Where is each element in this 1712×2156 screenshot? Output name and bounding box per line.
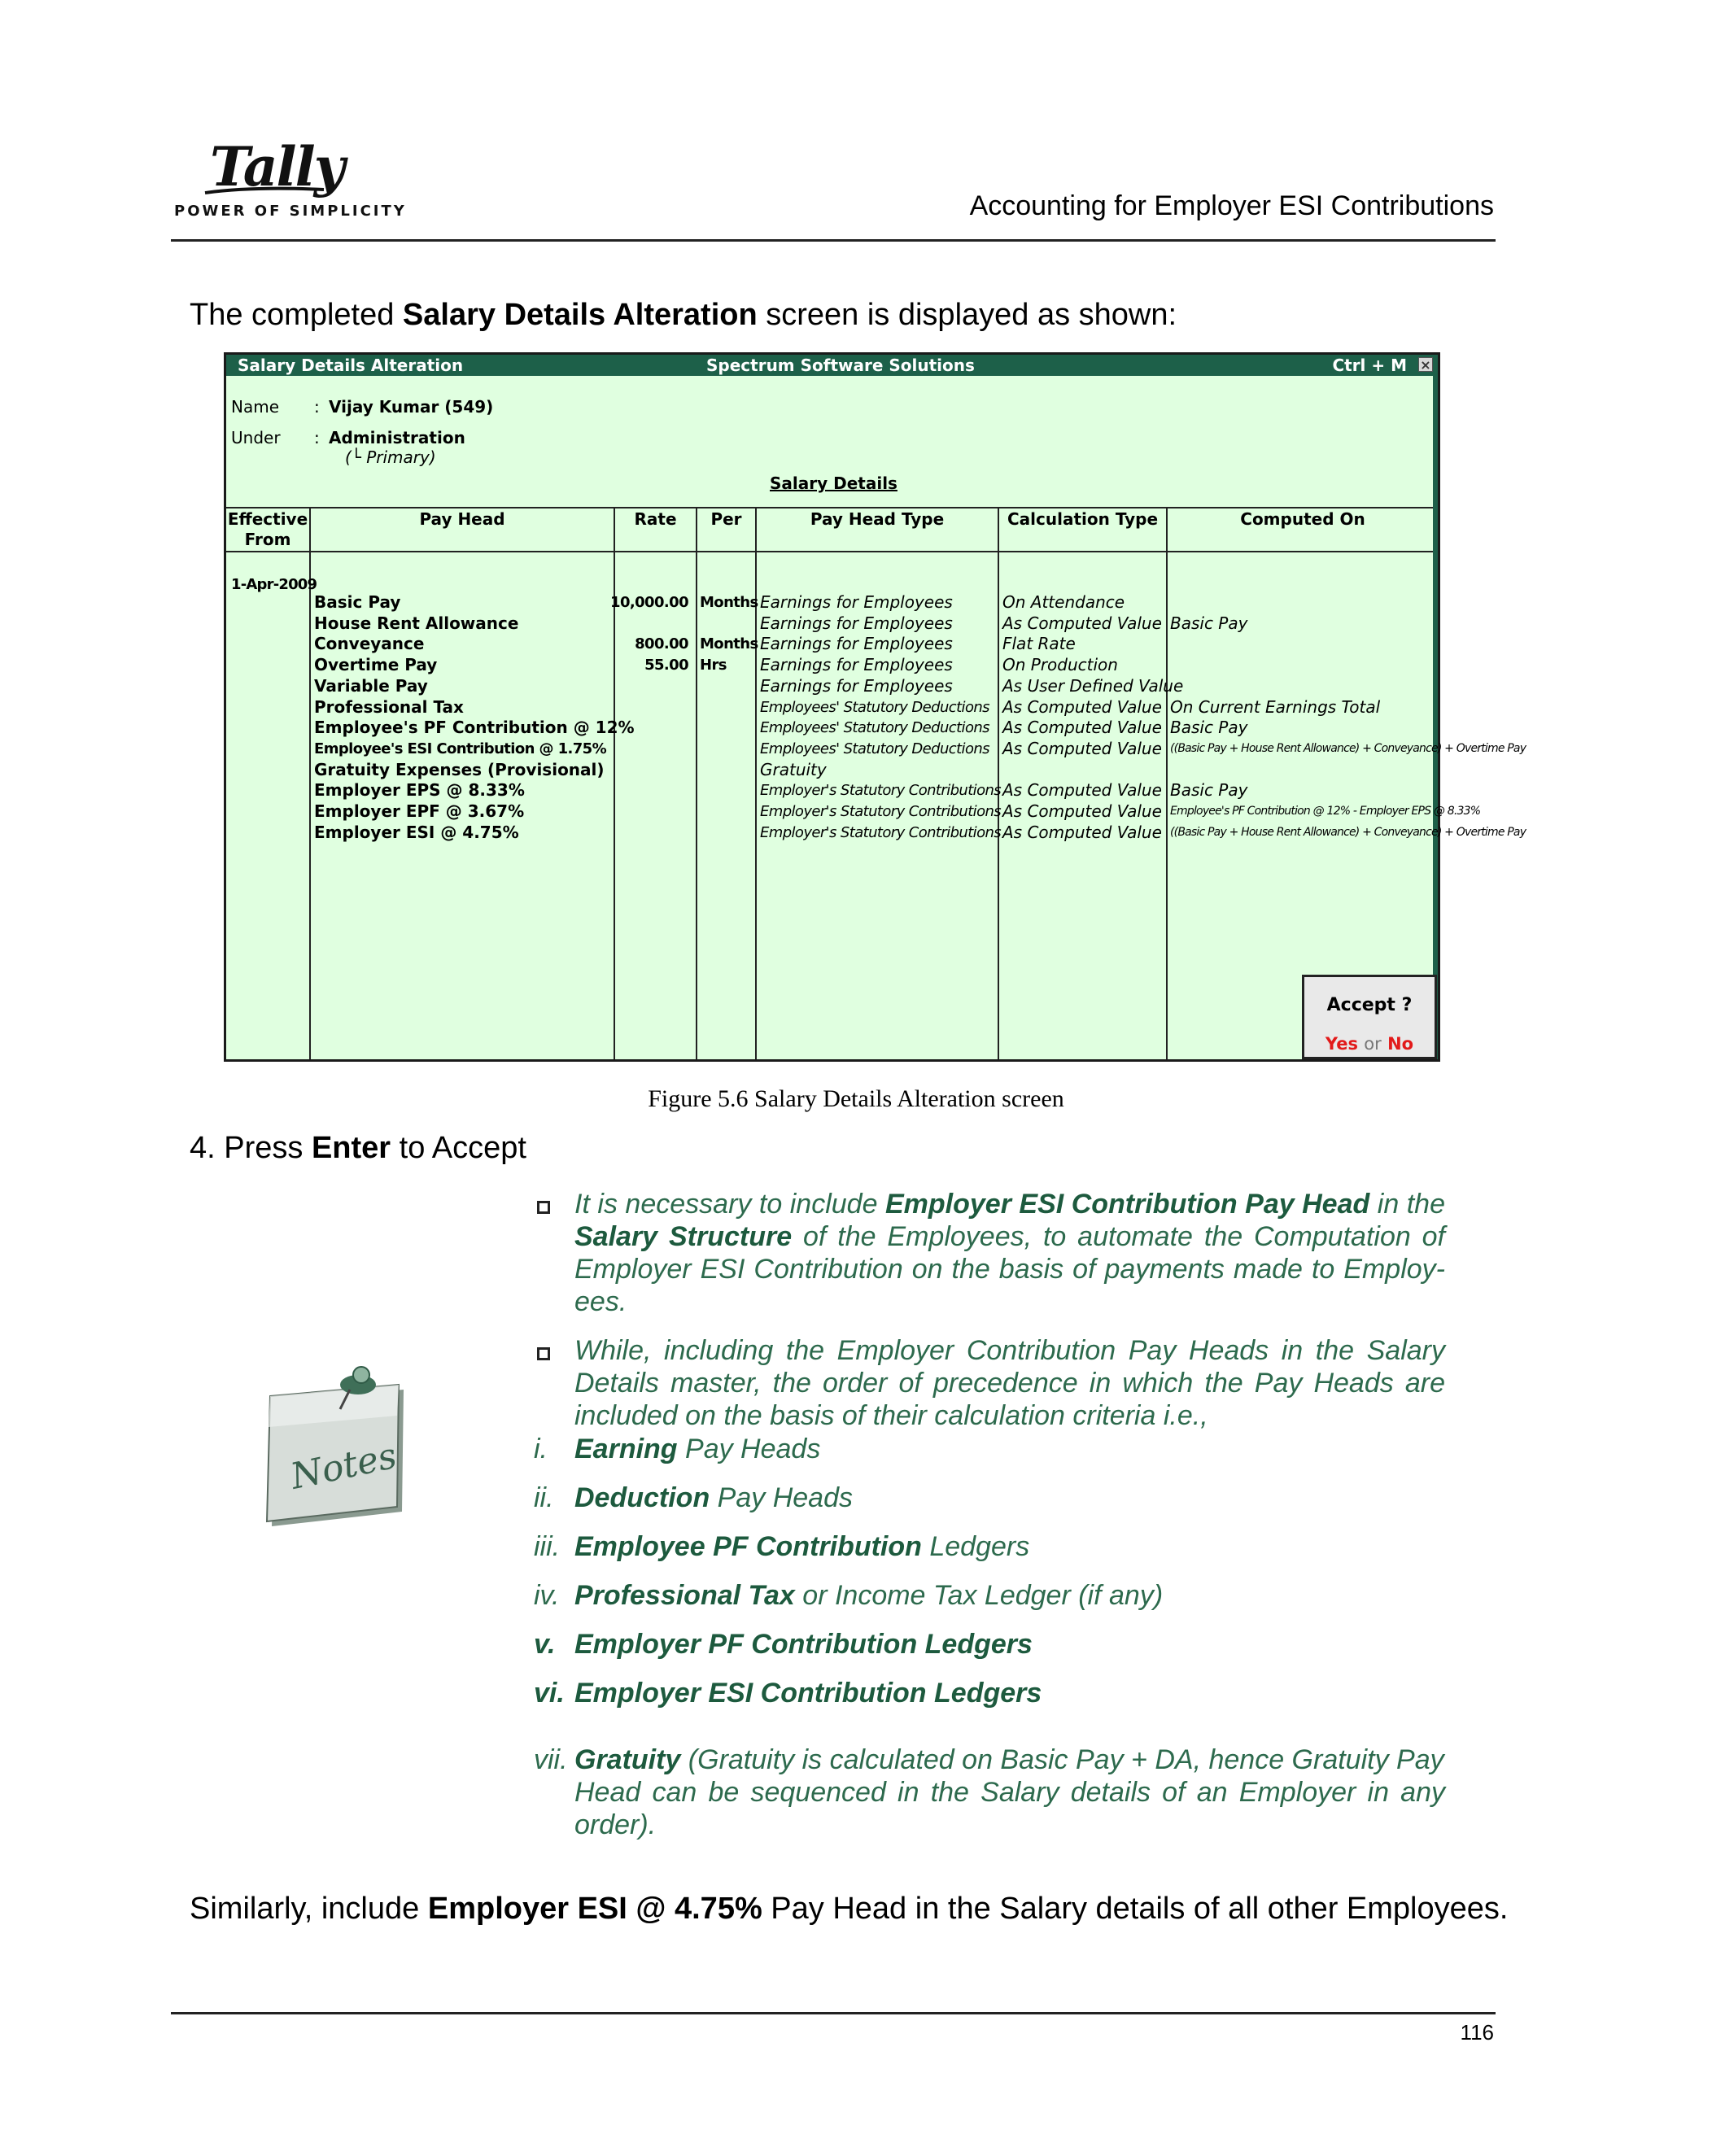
calculation-type-cell: As Computed Value bbox=[1002, 613, 1162, 633]
intro-paragraph: The completed Salary Details Alteration screen is displayed as shown: bbox=[190, 298, 1177, 332]
accept-yes-option[interactable]: Yes bbox=[1325, 1034, 1358, 1054]
pay-head-cell: Employer EPS @ 8.33% bbox=[314, 780, 525, 801]
pay-head-cell: Employee's ESI Contribution @ 1.75% bbox=[314, 740, 607, 757]
computed-on-cell: On Current Earnings Total bbox=[1170, 696, 1381, 717]
calculation-type-cell: As Computed Value bbox=[1002, 822, 1162, 842]
list-item-vii-line2: Head can be sequenced in the Salary details of an Employer in any bbox=[574, 1777, 1445, 1808]
pay-head-cell: Employer EPF @ 3.67% bbox=[314, 801, 525, 821]
calculation-type-cell: As Computed Value bbox=[1002, 696, 1162, 717]
employee-group[interactable]: Administration bbox=[329, 428, 465, 447]
pay-head-type-cell: Employees' Statutory Deductions bbox=[760, 698, 989, 716]
pay-head-type-cell: Earnings for Employees bbox=[760, 613, 953, 633]
pay-head-cell: Employer ESI @ 4.75% bbox=[314, 822, 519, 842]
notes-icon-label: Notes bbox=[286, 1434, 400, 1498]
computed-on-cell: Basic Pay bbox=[1170, 718, 1248, 738]
calculation-type-cell: As Computed Value bbox=[1002, 738, 1162, 758]
step-4: 4. Press Enter to Accept bbox=[190, 1131, 526, 1165]
column-divider bbox=[1166, 507, 1168, 1059]
column-header-pay-head: Pay Head bbox=[419, 509, 505, 529]
salary-details-alteration-screen bbox=[224, 352, 1526, 1062]
pay-head-cell: Employee's PF Contribution @ 12% bbox=[314, 718, 635, 738]
screen-title-bar bbox=[226, 355, 1438, 376]
scrollbar[interactable] bbox=[1433, 376, 1438, 1059]
rate-cell: 55.00 bbox=[644, 657, 688, 674]
calculation-type-cell: Flat Rate bbox=[1002, 634, 1076, 654]
pay-head-type-cell: Earnings for Employees bbox=[760, 592, 953, 612]
page-number: 116 bbox=[1460, 2020, 1494, 2045]
pay-head-type-cell: Employees' Statutory Deductions bbox=[760, 740, 989, 757]
precedence-list-item: i. Earning Pay Heads bbox=[534, 1434, 821, 1464]
note-1: It is necessary to include Employer ESI Contribution Pay Head in the Salary Structure of the Employees, to automate the Computation of Employer ESI Contribution on the basis of payments made to Employ-ees. bbox=[574, 1189, 1446, 1317]
column-header-calculation-type: Calculation Type bbox=[1007, 509, 1159, 529]
pay-head-type-cell: Earnings for Employees bbox=[760, 634, 953, 654]
header-rule bbox=[171, 239, 1496, 242]
column-header-computed-on: Computed On bbox=[1240, 509, 1365, 529]
parent-group: (└ Primary) bbox=[345, 447, 436, 467]
computed-on-cell: ((Basic Pay + House Rent Allowance) + Conveyance) + Overtime Pay bbox=[1170, 825, 1526, 839]
pay-head-type-cell: Gratuity bbox=[760, 759, 827, 779]
pay-head-type-cell: Employer's Statutory Contributions bbox=[760, 823, 1002, 841]
column-header-effective: Effective bbox=[227, 509, 308, 529]
employee-name[interactable]: Vijay Kumar (549) bbox=[329, 397, 494, 417]
precedence-list-item: vi. Employer ESI Contribution Ledgers bbox=[534, 1678, 1042, 1709]
chapter-title: Accounting for Employer ESI Contributions bbox=[969, 190, 1494, 221]
pay-head-cell: Overtime Pay bbox=[314, 655, 438, 675]
pay-head-cell: Professional Tax bbox=[314, 696, 464, 717]
pay-head-cell: Gratuity Expenses (Provisional) bbox=[314, 759, 605, 779]
per-cell: Months bbox=[700, 594, 758, 611]
column-divider bbox=[696, 507, 697, 1059]
calculation-type-cell: On Attendance bbox=[1002, 592, 1125, 612]
computed-on-cell: ((Basic Pay + House Rent Allowance) + Conveyance) + Overtime Pay bbox=[1170, 741, 1526, 755]
under-label: Under bbox=[231, 428, 281, 447]
logo-wordmark: Tally bbox=[210, 135, 344, 199]
company-name: Spectrum Software Solutions bbox=[706, 356, 975, 375]
calculation-type-cell: As Computed Value bbox=[1002, 780, 1162, 801]
pay-head-type-cell: Employees' Statutory Deductions bbox=[760, 719, 989, 737]
computed-on-cell: Employee's PF Contribution @ 12% - Employer EPS @ 8.33% bbox=[1170, 805, 1481, 818]
pay-head-type-cell: Earnings for Employees bbox=[760, 675, 953, 696]
computed-on-cell: Basic Pay bbox=[1170, 780, 1248, 801]
column-divider bbox=[614, 507, 615, 1059]
closing-paragraph: Similarly, include Employer ESI @ 4.75% Pay Head in the Salary details of all other Employees. bbox=[190, 1892, 1509, 1926]
pay-head-cell: Basic Pay bbox=[314, 592, 401, 612]
figure-caption: Figure 5.6 Salary Details Alteration screen bbox=[648, 1085, 1064, 1112]
precedence-list-item: v. Employer PF Contribution Ledgers bbox=[534, 1629, 1033, 1660]
accept-or-text: or bbox=[1364, 1034, 1382, 1054]
pay-head-type-cell: Earnings for Employees bbox=[760, 655, 953, 675]
screen-title: Salary Details Alteration bbox=[238, 356, 464, 375]
note-bullet bbox=[537, 1347, 550, 1360]
calculation-type-cell: As Computed Value bbox=[1002, 801, 1162, 821]
footer-rule bbox=[171, 2012, 1496, 2014]
accept-no-option[interactable]: No bbox=[1387, 1034, 1414, 1054]
accept-dialog[interactable] bbox=[1302, 975, 1437, 1059]
column-header-from: From bbox=[244, 530, 291, 549]
column-divider bbox=[755, 507, 757, 1059]
table-top-rule bbox=[226, 507, 1433, 508]
per-cell: Hrs bbox=[700, 657, 727, 674]
precedence-list-item: ii. Deduction Pay Heads bbox=[534, 1482, 853, 1513]
logo-tagline: POWER OF SIMPLICITY bbox=[174, 203, 407, 220]
pay-head-cell: Conveyance bbox=[314, 634, 425, 654]
shortcut-hint: Ctrl + M bbox=[1332, 356, 1407, 375]
calculation-type-cell: As User Defined Value bbox=[1002, 675, 1184, 696]
precedence-list-item: iv. Professional Tax or Income Tax Ledger (if any) bbox=[534, 1580, 1164, 1611]
column-header-per: Per bbox=[710, 509, 742, 529]
precedence-list-item: iii. Employee PF Contribution Ledgers bbox=[534, 1531, 1030, 1562]
logo-swoosh-icon bbox=[203, 185, 325, 196]
name-colon: : bbox=[314, 397, 320, 417]
note-2: While, including the Employer Contribution Pay Heads in the Salary Details master, the order of precedence in which the Pay Heads are included on the basis of their calculation criteria i.e., bbox=[574, 1335, 1445, 1431]
list-item-vii: vii. Gratuity (Gratuity is calculated on Basic Pay + DA, hence Gratuity Pay bbox=[534, 1744, 1444, 1775]
list-item-vii-line3: order). bbox=[574, 1809, 657, 1840]
calculation-type-cell: As Computed Value bbox=[1002, 718, 1162, 738]
section-title: Salary Details bbox=[770, 474, 897, 493]
tally-logo bbox=[171, 134, 407, 224]
pay-head-type-cell: Employer's Statutory Contributions bbox=[760, 803, 1002, 820]
table-header-rule bbox=[226, 551, 1433, 552]
column-header-effective-from bbox=[226, 509, 309, 550]
effective-from-date[interactable]: 1-Apr-2009 bbox=[231, 576, 317, 593]
column-header-rate: Rate bbox=[634, 509, 677, 529]
pay-head-type-cell: Employer's Statutory Contributions bbox=[760, 782, 1002, 800]
notes-icon bbox=[259, 1367, 413, 1530]
calculation-type-cell: On Production bbox=[1002, 655, 1118, 675]
rate-cell: 10,000.00 bbox=[610, 594, 688, 611]
accept-options bbox=[1304, 1034, 1435, 1054]
pay-head-cell: Variable Pay bbox=[314, 675, 428, 696]
rate-cell: 800.00 bbox=[635, 635, 688, 653]
computed-on-cell: Basic Pay bbox=[1170, 613, 1248, 633]
column-header-pay-head-type: Pay Head Type bbox=[810, 509, 945, 529]
name-label: Name bbox=[231, 397, 280, 417]
note-bullet bbox=[537, 1201, 550, 1214]
per-cell: Months bbox=[700, 635, 758, 653]
accept-prompt: Accept ? bbox=[1326, 995, 1413, 1015]
pay-head-cell: House Rent Allowance bbox=[314, 613, 519, 633]
under-colon: : bbox=[314, 428, 320, 447]
close-icon[interactable]: × bbox=[1418, 357, 1433, 372]
